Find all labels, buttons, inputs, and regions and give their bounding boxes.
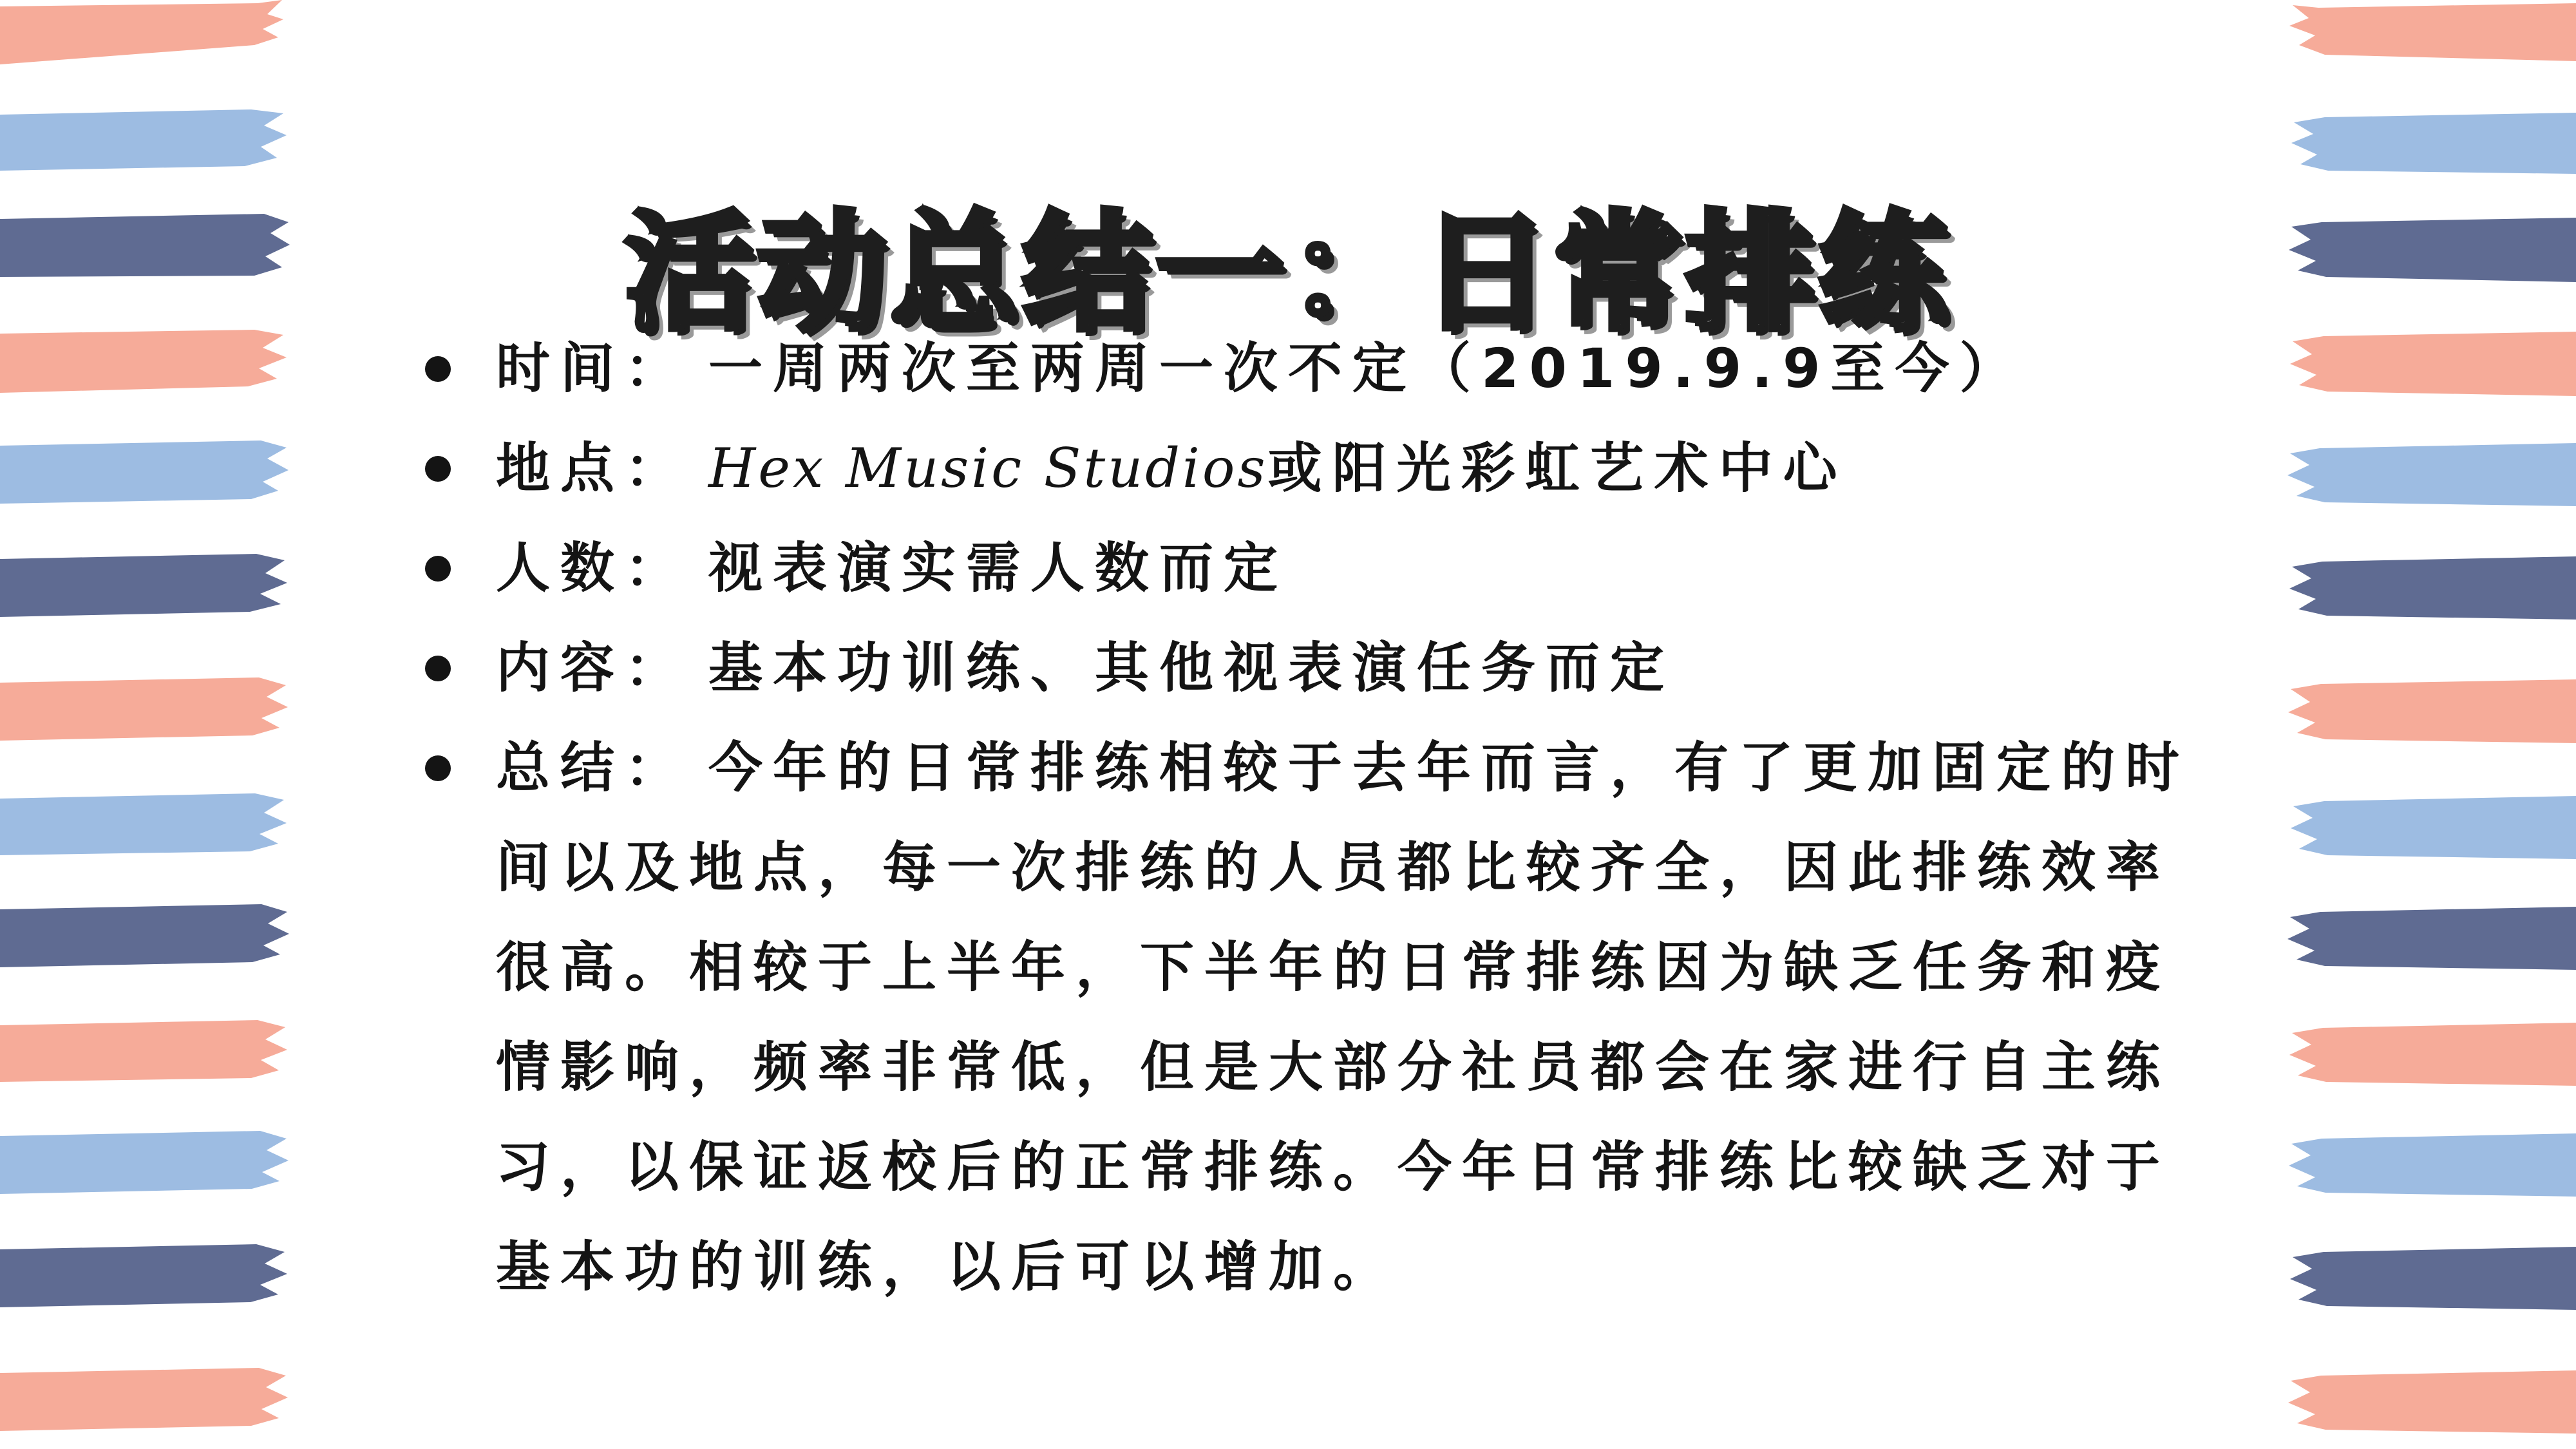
item-text: 基本功训练、其他视表演任务而定: [708, 636, 1675, 699]
item-label: 地点：: [496, 437, 690, 500]
list-item-time: [425, 319, 2209, 419]
item-text: 视表演实需人数而定: [708, 536, 1289, 600]
item-text: 或阳光彩虹艺术中心: [1267, 437, 1848, 500]
bullet-icon: [425, 656, 451, 681]
list-item-content: [425, 618, 2209, 718]
item-label: 总结：: [496, 736, 690, 799]
list-item-summary: [425, 718, 2209, 1317]
item-label: 内容：: [496, 636, 690, 699]
bullet-icon: [425, 356, 451, 382]
list-item-location: [425, 419, 2209, 518]
bullet-icon: [425, 755, 451, 781]
item-text-latin: Hex Music Studios: [708, 437, 1268, 500]
list-item-headcount: [425, 518, 2209, 618]
slide-title: 活动总结一：日常排练: [624, 197, 1951, 348]
bullet-icon: [425, 456, 451, 482]
item-label: 时间：: [496, 337, 690, 400]
item-text: 今年的日常排练相较于去年而言，有了更加固定的时间以及地点，每一次排练的人员都比较齐全，因此排练效率很高。相较于上半年，下半年的日常排练因为缺乏任务和疫情影响，频率非常低，但是大部分社员都会在家进行自主练习，以保证返校后的正常排练。今年日常排练比较缺乏对于基本功的训练，以后可以增加。: [496, 736, 2190, 1298]
item-label: 人数：: [496, 536, 690, 600]
bullet-icon: [425, 556, 451, 582]
summary-list: [425, 319, 2209, 1317]
item-text: 一周两次至两周一次不定（2019.9.9至今）: [708, 337, 2024, 400]
